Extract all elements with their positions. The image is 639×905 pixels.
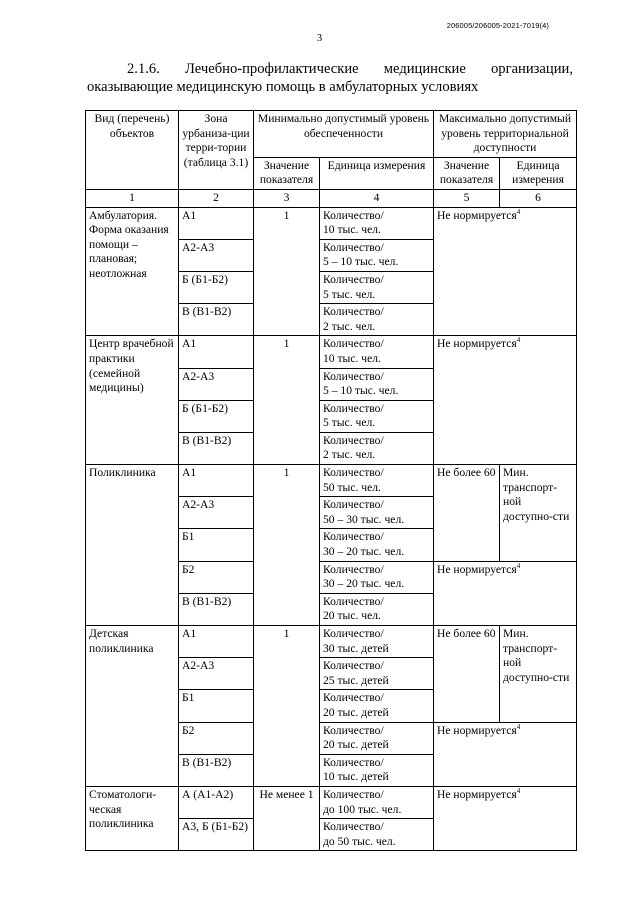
- access-text: Не нормируется: [437, 723, 517, 737]
- unit-line: Количество/: [323, 305, 384, 319]
- unit-cell: [320, 336, 434, 368]
- unit-line: 50 – 30 тыс. чел.: [323, 512, 405, 526]
- section-number: 2.1.6.: [127, 61, 160, 77]
- footnote-mark: 4: [516, 722, 521, 731]
- unit-cell: [320, 400, 434, 432]
- unit-cell: [320, 497, 434, 529]
- unit-cell: [320, 593, 434, 625]
- page-number: 3: [316, 33, 323, 44]
- unit-line: Количество/: [323, 723, 384, 737]
- norms-table: [85, 110, 577, 851]
- access-text: Не нормируется: [437, 562, 517, 576]
- zone-cell: А1: [179, 207, 254, 239]
- column-number: 3: [254, 189, 320, 207]
- table-row: [86, 626, 577, 658]
- unit-line: 30 – 20 тыс. чел.: [323, 577, 405, 591]
- section-title-word: организации,: [490, 61, 573, 77]
- unit-line: Количество/: [323, 594, 384, 608]
- unit-line: Количество/: [323, 659, 384, 673]
- header-value: Значение показателя: [254, 157, 320, 189]
- unit-cell: [320, 561, 434, 593]
- zone-cell: А1: [179, 336, 254, 368]
- header-min-level: Минимально допустимый уровень обеспеченности: [254, 111, 434, 158]
- header-row: [86, 111, 577, 158]
- unit-cell: [320, 754, 434, 786]
- unit-line: Количество/: [323, 401, 384, 415]
- unit-line: 30 тыс. детей: [323, 641, 389, 655]
- zone-cell: Б2: [179, 561, 254, 593]
- unit-cell: [320, 239, 434, 271]
- section-title-word: медицинские: [383, 61, 466, 77]
- value-cell: 1: [254, 465, 320, 626]
- unit-line: Количество/: [323, 498, 384, 512]
- unit-line: 5 тыс. чел.: [323, 287, 376, 301]
- footnote-mark: 4: [516, 787, 521, 796]
- unit-cell: [320, 465, 434, 497]
- table-row: [86, 207, 577, 239]
- unit-cell: [320, 304, 434, 336]
- zone-cell: А1: [179, 465, 254, 497]
- zone-cell: А2-А3: [179, 368, 254, 400]
- zone-cell: А1: [179, 626, 254, 658]
- header-value-2: Значение показателя: [434, 157, 500, 189]
- table-row: [86, 786, 577, 818]
- access-value-cell: Не более 60: [434, 626, 500, 723]
- unit-line: Количество/: [323, 530, 384, 544]
- access-cell: [434, 561, 577, 625]
- zone-cell: Б1: [179, 529, 254, 561]
- unit-cell: [320, 690, 434, 722]
- footnote-mark: 4: [516, 561, 521, 570]
- zone-cell: А2-А3: [179, 239, 254, 271]
- unit-line: Количество/: [323, 691, 384, 705]
- header-zone: Зона урбаниза-ции терри-тории (таблица 3.1): [179, 111, 254, 190]
- unit-line: Количество/: [323, 240, 384, 254]
- unit-line: 20 тыс. детей: [323, 705, 389, 719]
- unit-line: Количество/: [323, 369, 384, 383]
- unit-cell: [320, 626, 434, 658]
- access-text: Не нормируется: [437, 787, 517, 801]
- unit-line: 10 тыс. детей: [323, 770, 389, 784]
- access-text: Не нормируется: [437, 337, 517, 351]
- access-text: Не нормируется: [437, 208, 517, 222]
- unit-line: 20 тыс. детей: [323, 738, 389, 752]
- access-cell: [434, 207, 577, 336]
- unit-line: Количество/: [323, 627, 384, 640]
- unit-line: до 50 тыс. чел.: [323, 834, 396, 848]
- value-cell: 1: [254, 336, 320, 465]
- unit-line: 50 тыс. чел.: [323, 480, 381, 494]
- header-object-type: Вид (перечень) объектов: [86, 111, 179, 190]
- zone-cell: Б1: [179, 690, 254, 722]
- column-number-row: [86, 189, 577, 207]
- unit-line: 10 тыс. чел.: [323, 223, 381, 237]
- unit-line: Количество/: [323, 466, 384, 480]
- section-heading: [87, 60, 573, 96]
- footnote-mark: 4: [516, 336, 521, 345]
- table-row: [86, 336, 577, 368]
- unit-cell: [320, 722, 434, 754]
- column-number: 5: [434, 189, 500, 207]
- unit-line: 5 – 10 тыс. чел.: [323, 255, 399, 269]
- unit-line: Количество/: [323, 562, 384, 576]
- unit-line: Количество/: [323, 433, 384, 447]
- section-title-word: Лечебно-профилактические: [184, 61, 359, 77]
- unit-line: 10 тыс. чел.: [323, 351, 381, 365]
- unit-line: Количество/: [323, 337, 384, 351]
- zone-cell: Б (Б1-Б2): [179, 271, 254, 303]
- unit-line: до 100 тыс. чел.: [323, 802, 402, 816]
- unit-line: 2 тыс. чел.: [323, 319, 376, 333]
- unit-line: 5 тыс. чел.: [323, 416, 376, 430]
- zone-cell: А2-А3: [179, 658, 254, 690]
- zone-cell: В (В1-В2): [179, 754, 254, 786]
- zone-cell: А (А1-А2): [179, 786, 254, 818]
- access-unit-cell: Мин. транспорт-ной доступно-сти: [500, 465, 577, 562]
- column-number: 1: [86, 189, 179, 207]
- unit-line: Количество/: [323, 272, 384, 286]
- header-unit-2: Единица измерения: [500, 157, 577, 189]
- value-cell: 1: [254, 626, 320, 787]
- zone-cell: В (В1-В2): [179, 593, 254, 625]
- unit-line: Количество/: [323, 208, 384, 222]
- unit-cell: [320, 368, 434, 400]
- unit-line: Количество/: [323, 820, 384, 834]
- unit-line: 2 тыс. чел.: [323, 448, 376, 462]
- access-cell: [434, 336, 577, 465]
- unit-cell: [320, 819, 434, 851]
- unit-line: 25 тыс. детей: [323, 673, 389, 687]
- zone-cell: В (В1-В2): [179, 432, 254, 464]
- unit-cell: [320, 271, 434, 303]
- value-cell: 1: [254, 207, 320, 336]
- zone-cell: А3, Б (Б1-Б2): [179, 819, 254, 851]
- table-row: [86, 465, 577, 497]
- header-max-access: Максимально допустимый уровень территориальной доступности: [434, 111, 577, 158]
- access-unit-cell: Мин. транспорт-ной доступно-сти: [500, 626, 577, 723]
- object-name: Центр врачебной практики (семейной медицины): [86, 336, 179, 465]
- unit-cell: [320, 529, 434, 561]
- unit-cell: [320, 432, 434, 464]
- unit-cell: [320, 207, 434, 239]
- object-name: Детская поликлиника: [86, 626, 179, 787]
- access-cell: [434, 722, 577, 786]
- access-value-cell: Не более 60: [434, 465, 500, 562]
- unit-line: Количество/: [323, 755, 384, 769]
- access-cell: [434, 786, 577, 850]
- object-name: Поликлиника: [86, 465, 179, 626]
- unit-line: Количество/: [323, 787, 384, 801]
- column-number: 2: [179, 189, 254, 207]
- zone-cell: А2-А3: [179, 497, 254, 529]
- footnote-mark: 4: [516, 207, 521, 216]
- unit-cell: [320, 786, 434, 818]
- unit-line: 5 – 10 тыс. чел.: [323, 384, 399, 398]
- value-cell: Не менее 1: [254, 786, 320, 850]
- unit-cell: [320, 658, 434, 690]
- section-title-line2: оказывающие медицинскую помощь в амбулаторных условиях: [87, 79, 479, 95]
- column-number: 4: [320, 189, 434, 207]
- document-id: 206005/206005-2021-7019(4): [446, 21, 549, 30]
- unit-line: 20 тыс. чел.: [323, 609, 381, 623]
- zone-cell: Б (Б1-Б2): [179, 400, 254, 432]
- column-number: 6: [500, 189, 577, 207]
- object-name: Амбулатория. Форма оказания помощи – плановая; неотложная: [86, 207, 179, 336]
- header-unit: Единица измерения: [320, 157, 434, 189]
- unit-line: 30 – 20 тыс. чел.: [323, 545, 405, 559]
- zone-cell: В (В1-В2): [179, 304, 254, 336]
- zone-cell: Б2: [179, 722, 254, 754]
- object-name: Стоматологи-ческая поликлиника: [86, 786, 179, 850]
